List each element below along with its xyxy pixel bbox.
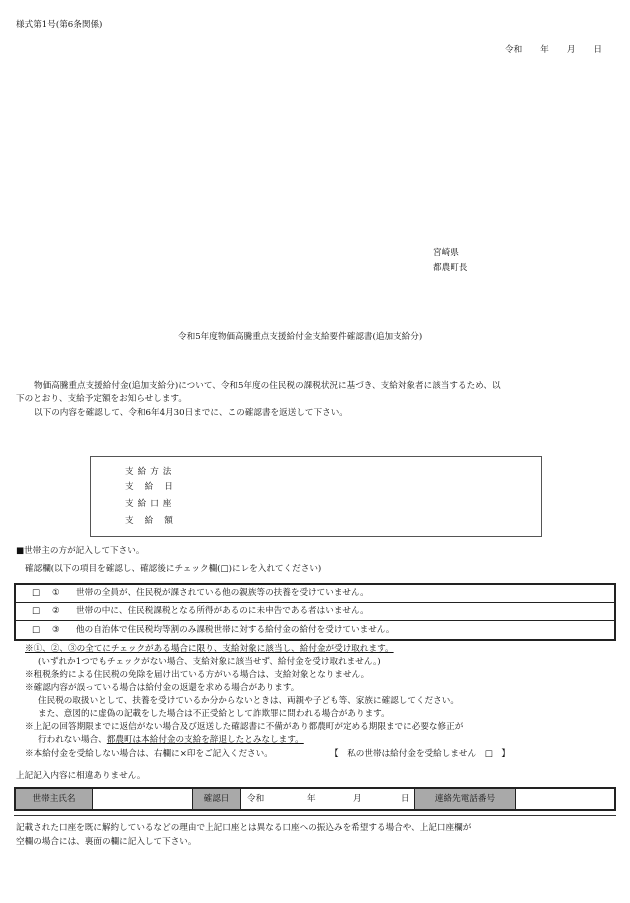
- checklist-table: [14, 583, 616, 641]
- date-era: 令和: [505, 45, 523, 55]
- payment-amount-label: 支給額: [125, 516, 184, 526]
- confirm-date-field[interactable]: [241, 789, 415, 809]
- check-number: ①: [52, 588, 60, 599]
- payment-date-label: 支給日: [125, 482, 184, 492]
- payment-info-box: [90, 456, 542, 537]
- check-row-2: [16, 603, 614, 621]
- note-4-sub-b: 都農町は本給付金の支給を辞退したとみなします。: [106, 735, 304, 745]
- note-5: ※本給付金を受給しない場合は、右欄に×印をご記入ください。: [25, 749, 273, 759]
- note-1-sub: (いずれか1つでもチェックがない場合、支給対象に該当せず、給付金を受け取れません。): [38, 657, 381, 667]
- signature-era: 令和: [247, 794, 265, 804]
- confirm-text: 上記記入内容に相違ありません。: [16, 771, 146, 781]
- footer-line-2: 空欄の場合には、裏面の欄に記入して下さい。: [16, 837, 197, 847]
- phone-field[interactable]: [516, 789, 614, 809]
- checkbox[interactable]: □: [32, 606, 41, 617]
- date-month-label: 月: [566, 45, 576, 55]
- check-number: ③: [52, 624, 60, 635]
- signature-table: [14, 787, 616, 811]
- payment-method-label: 支給方法: [125, 467, 176, 477]
- date-year-label: 年: [540, 45, 549, 55]
- note-2: ※租税条約による住民税の免除を届け出ている方がいる場合は、支給対象となりません。: [25, 670, 370, 680]
- householder-note: ■世帯主の方が記入して下さい。: [16, 546, 145, 556]
- signature-month: 月: [353, 794, 362, 804]
- footer-line-1: 記載された口座を既に解約しているなどの理由で上記口座とは異なる口座への振込みを希望する場合や、上記口座欄が: [16, 823, 472, 833]
- note-3-sub-2: また、意図的に虚偽の記載をした場合は不正受給として詐欺罪に問われる場合があります。: [38, 709, 390, 719]
- checkbox[interactable]: □: [32, 624, 41, 635]
- note-3-sub-1: 住民税の取扱いとして、扶養を受けているか分からないときは、両親や子ども等、家族に確認してください。: [38, 696, 459, 706]
- check-text: 世帯の中に、住民税課税となる所得があるのに未申告である者はいません。: [76, 606, 369, 617]
- check-row-3: [16, 621, 614, 639]
- phone-label: 連絡先電話番号: [415, 789, 516, 809]
- note-3: ※確認内容が誤っている場合は給付金の返還を求める場合があります。: [25, 683, 300, 693]
- intro-line-2: 下のとおり、支給予定額をお知らせします。: [16, 394, 187, 404]
- payment-account-label: 支給口座: [125, 499, 176, 509]
- issuer-title: 都農町長: [433, 263, 468, 273]
- name-label: 世帯主氏名: [16, 789, 93, 809]
- check-instruction: 確認欄(以下の項目を確認し、確認後にチェック欄(□)にレを入れてください): [25, 564, 322, 574]
- form-number: 様式第1号(第6条関係): [16, 20, 103, 30]
- check-number: ②: [52, 606, 60, 617]
- note-4-sub-a: 行われない場合、: [38, 735, 107, 745]
- note-4-sub: [38, 735, 304, 746]
- date-day-label: 日: [593, 45, 603, 55]
- signature-day: 日: [401, 794, 410, 804]
- issuer-prefecture: 宮崎県: [433, 248, 459, 258]
- check-row-1: [16, 585, 614, 603]
- date-line: [505, 45, 602, 56]
- confirm-date-label: 確認日: [193, 789, 241, 809]
- name-field[interactable]: [93, 789, 193, 809]
- divider: [14, 815, 616, 816]
- intro-line-3: 以下の内容を確認して、令和6年4月30日までに、この確認書を返送して下さい。: [34, 408, 348, 418]
- check-text: 他の自治体で住民税均等割のみ課税世帯に対する給付金の給付を受けていません。: [76, 624, 395, 635]
- note-4: ※上記の回答期限までに返信がない場合及び返送した確認書に不備があり都農町が定める期限までに必要な修正が: [25, 722, 464, 732]
- signature-year: 年: [307, 794, 316, 804]
- document-title: 令和5年度物価高騰重点支援給付金支給要件確認書(追加支給分): [178, 332, 423, 342]
- note-1: ※①、②、③の全てにチェックがある場合に限り、支給対象に該当し、給付金が受け取れます。: [25, 644, 394, 654]
- decline-checkbox[interactable]: 【 私の世帯は給付金を受給しません □ 】: [330, 749, 510, 759]
- check-text: 世帯の全員が、住民税が課されている他の親族等の扶養を受けていません。: [76, 588, 369, 599]
- checkbox[interactable]: □: [32, 588, 41, 599]
- intro-line-1: 物価高騰重点支援給付金(追加支給分)について、令和5年度の住民税の課税状況に基づき、支給対象者に該当するため、以: [34, 381, 501, 391]
